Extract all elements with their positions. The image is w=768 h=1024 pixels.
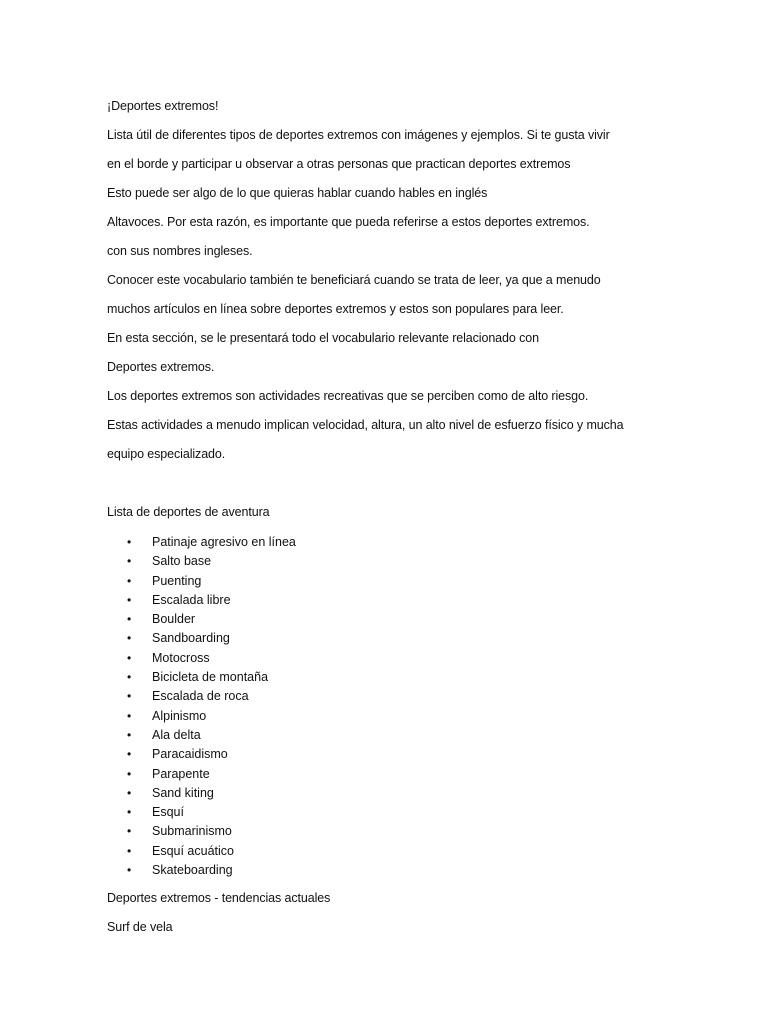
sports-list: [107, 533, 727, 880]
paragraph-line: Conocer este vocabulario también te beneficiará cuando se trata de leer, ya que a menudo: [107, 273, 601, 287]
paragraph-line: En esta sección, se le presentará todo el vocabulario relevante relacionado con: [107, 331, 539, 345]
list-item-label: Escalada de roca: [152, 689, 249, 704]
list-item-label: Skateboarding: [152, 863, 233, 878]
list-item: [107, 822, 727, 841]
list-item: [107, 610, 727, 629]
list-item: [107, 591, 727, 610]
paragraph-line: equipo especializado.: [107, 447, 226, 461]
paragraph-line: Esto puede ser algo de lo que quieras hablar cuando hables en inglés: [107, 186, 488, 200]
paragraph-line: con sus nombres ingleses.: [107, 244, 253, 258]
bullet-icon: •: [127, 824, 132, 839]
list-item-label: Boulder: [152, 612, 196, 627]
list-item: [107, 668, 727, 687]
paragraph-line: en el borde y participar u observar a otras personas que practican deportes extremos: [107, 157, 571, 171]
bullet-icon: •: [127, 592, 132, 607]
list-item: [107, 765, 727, 784]
list-item: [107, 687, 727, 706]
bullet-icon: •: [127, 631, 132, 646]
paragraph-line: Lista útil de diferentes tipos de deportes extremos con imágenes y ejemplos. Si te gusta vivir: [107, 128, 610, 142]
trends-heading: Deportes extremos - tendencias actuales: [107, 891, 331, 906]
bullet-icon: •: [127, 554, 132, 569]
list-item-label: Paracaidismo: [152, 747, 228, 762]
trend-item: Surf de vela: [107, 920, 173, 935]
bullet-icon: •: [127, 747, 132, 762]
blank-line: [107, 469, 727, 498]
document-title: ¡Deportes extremos!: [107, 99, 219, 113]
list-item-label: Parapente: [152, 766, 210, 781]
bullet-icon: •: [127, 573, 132, 588]
paragraph-line: Los deportes extremos son actividades recreativas que se perciben como de alto riesgo.: [107, 389, 589, 403]
list-item: [107, 842, 727, 861]
bullet-icon: •: [127, 766, 132, 781]
bullet-icon: •: [127, 650, 132, 665]
bullet-icon: •: [127, 727, 132, 742]
list-item-label: Esquí: [152, 805, 184, 820]
list-item: [107, 552, 727, 571]
list-item: [107, 533, 727, 552]
list-item: [107, 572, 727, 591]
list-item-label: Esquí acuático: [152, 843, 234, 858]
paragraph-line: muchos artículos en línea sobre deportes extremos y estos son populares para leer.: [107, 302, 564, 316]
list-item-label: Escalada libre: [152, 592, 231, 607]
bullet-icon: •: [127, 708, 132, 723]
list-item: [107, 745, 727, 764]
bullet-icon: •: [127, 785, 132, 800]
bullet-icon: •: [127, 805, 132, 820]
list-item-label: Bicicleta de montaña: [152, 670, 269, 685]
list-item: [107, 803, 727, 822]
intro-paragraph: [107, 92, 727, 469]
list-item-label: Sand kiting: [152, 785, 214, 800]
list-heading: Lista de deportes de aventura: [107, 505, 270, 519]
list-item: [107, 726, 727, 745]
list-item-label: Submarinismo: [152, 824, 232, 839]
list-item-label: Salto base: [152, 554, 212, 569]
bullet-icon: •: [127, 863, 132, 878]
list-item: [107, 861, 727, 880]
list-item-label: Motocross: [152, 650, 210, 665]
list-item: [107, 784, 727, 803]
bullet-icon: •: [127, 535, 132, 549]
list-item-label: Sandboarding: [152, 631, 230, 646]
list-item: [107, 707, 727, 726]
paragraph-line: Estas actividades a menudo implican velocidad, altura, un alto nivel de esfuerzo físico y mucha: [107, 418, 624, 432]
document-page: [107, 92, 727, 942]
list-item: [107, 629, 727, 648]
bullet-icon: •: [127, 612, 132, 627]
bullet-icon: •: [127, 689, 132, 704]
list-item-label: Ala delta: [152, 727, 201, 742]
list-item-label: Puenting: [152, 573, 202, 588]
list-item-label: Patinaje agresivo en línea: [152, 535, 296, 549]
paragraph-line: Altavoces. Por esta razón, es importante que pueda referirse a estos deportes extremos.: [107, 215, 590, 229]
bullet-icon: •: [127, 670, 132, 685]
list-item-label: Alpinismo: [152, 708, 207, 723]
bullet-icon: •: [127, 843, 132, 858]
paragraph-line: Deportes extremos.: [107, 360, 215, 374]
list-item: [107, 649, 727, 668]
